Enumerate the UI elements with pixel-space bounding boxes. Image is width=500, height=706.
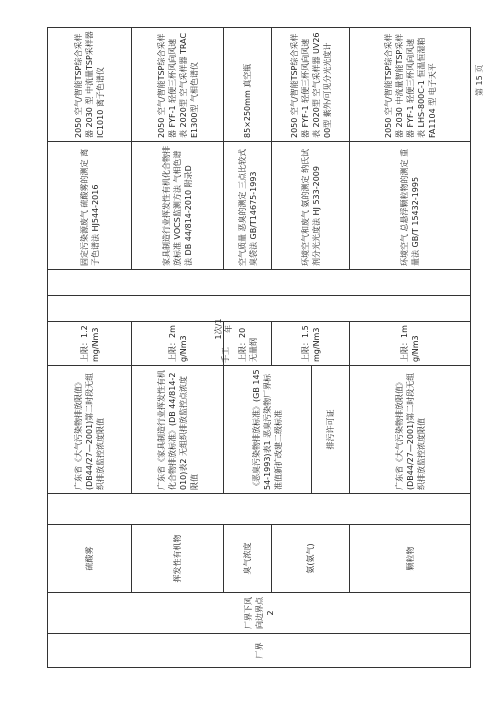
monitoring-method-text: 手工 xyxy=(221,347,230,363)
empty-cell xyxy=(48,270,471,296)
page-number: 第 15 页 xyxy=(475,64,484,96)
item-cell: 硫酸雾 xyxy=(48,525,132,593)
item-cell: 臭气浓度 xyxy=(224,525,272,593)
equipment-cell: 85×250mm 真空瓶 xyxy=(224,28,272,142)
standard-cell: 广东省《大气污染物排放限值》(DB44/27—2001)第二时段无组织排放监控浓度限值 xyxy=(48,366,132,494)
monitoring-table xyxy=(47,27,471,668)
item-cell: 颗粒物 xyxy=(350,525,471,593)
permit-cell: 排污许可证 xyxy=(312,366,350,494)
standard-cell: 广东省《家具制造行业挥发性有机化合物排放标准》(DB 44/814-2010)表2 无组织排放监控点浓度限值 xyxy=(132,366,224,494)
category-cell: 厂界 xyxy=(48,634,471,668)
monitoring-point-cell: 厂界下风向边界点2 xyxy=(48,593,471,634)
equipment-cell: 2050 空气/智能TSP综合采样器 FYF-1 轻便三杯风向风速表 2020型 空气采样器 UV2600型 紫外/可见分光光度计 xyxy=(272,28,350,142)
limit-cell: 上限：2mg/Nm3 xyxy=(132,322,224,366)
method-cell: 环境空气和废气 氨的测定 纳氏试剂分光光度法 HJ 533-2009 xyxy=(272,142,350,270)
limit-cell: 上限：1.2mg/Nm3 xyxy=(48,322,132,366)
item-cell: 挥发性有机物 xyxy=(132,525,224,593)
empty-cell xyxy=(48,494,471,525)
equipment-cell: 2050 空气/智能TSP综合采样器 2030 中流量智能TSP采样器 FYF-1 轻便三杯风向风速表 LHS-800C-1 恒温恒湿箱 FA1104 型 电子天平 xyxy=(350,28,471,142)
table-row xyxy=(132,28,224,668)
equipment-cell: 2050 空气/智能TSP综合采样器 FYF-1 轻便三杯风向风速表 2020型 空气采样器 TRACE1300型 气相色谱仪 xyxy=(132,28,224,142)
method-cell: 固定污染源废气 硫酸雾的测定 离子色谱法 HJ544-2016 xyxy=(48,142,132,270)
empty-cell xyxy=(48,296,471,322)
item-cell: 氨(氨气) xyxy=(272,525,350,593)
table-row xyxy=(272,28,312,668)
table-row xyxy=(48,28,132,668)
method-cell: 空气质量 恶臭的测定 三点比较式臭袋法 GB/T14675-1993 xyxy=(224,142,272,270)
limit-cell: 上限：20 无量纲 xyxy=(224,322,272,366)
standard-cell: 广东省《大气污染物排放限值》(DB44/27—2001)第二时段无组织排放监控浓度限值 xyxy=(350,366,471,494)
method-cell: 家具制造行业挥发性有机化合物排放标准 VOCS监测方法 气相色谱法 DB 44/814-2010 附录D xyxy=(132,142,224,270)
limit-cell: 上限：1mg/Nm3 xyxy=(350,322,471,366)
method-cell: 环境空气 总悬浮颗粒物的测定 重量法 GB/T 15432-1995 xyxy=(350,142,471,270)
equipment-cell: 2050 空气/智能TSP综合采样器 2030 型 中流量TSP采样器 IC1010 离子色谱仪 xyxy=(48,28,132,142)
frequency-text: 1次/1年 xyxy=(214,318,233,340)
table-row xyxy=(350,28,471,668)
limit-cell: 上限：1.5mg/Nm3 xyxy=(272,322,350,366)
standard-cell: 《恶臭污染物排放标准》(GB 14554-1993)表1 恶臭污染物厂界标准值新扩改建二级标准 xyxy=(224,366,312,494)
